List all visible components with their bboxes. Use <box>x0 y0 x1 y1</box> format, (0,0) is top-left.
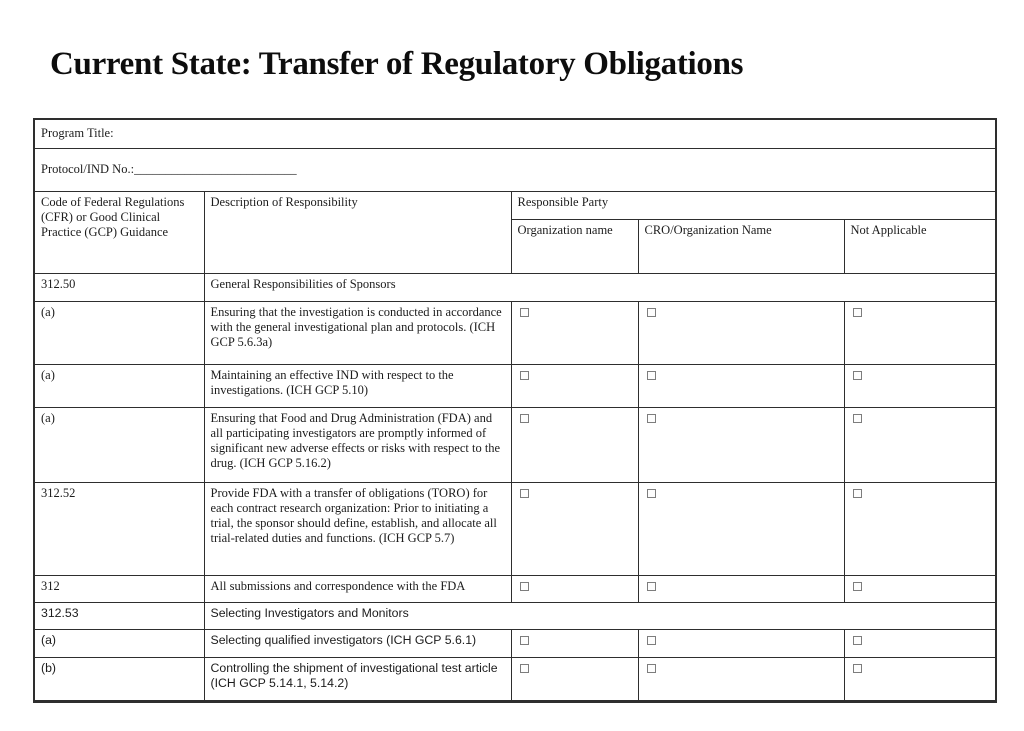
organization-checkbox[interactable] <box>520 582 529 591</box>
cro-cell <box>638 575 844 602</box>
not-applicable-checkbox[interactable] <box>853 582 862 591</box>
cro-cell <box>638 629 844 657</box>
organization-checkbox[interactable] <box>520 308 529 317</box>
table-row <box>34 629 996 657</box>
table-row <box>34 407 996 482</box>
organization-checkbox[interactable] <box>520 414 529 423</box>
cro-checkbox[interactable] <box>647 489 656 498</box>
organization-checkbox[interactable] <box>520 371 529 380</box>
program-title-cell[interactable] <box>34 119 996 148</box>
organization-cell <box>511 407 638 482</box>
organization-cell <box>511 657 638 701</box>
organization-cell <box>511 629 638 657</box>
code-cell: 312.52 <box>34 482 204 575</box>
protocol-cell[interactable] <box>34 148 996 191</box>
code-cell: (a) <box>34 364 204 407</box>
not-applicable-checkbox[interactable] <box>853 489 862 498</box>
code-cell: (b) <box>34 657 204 701</box>
table-row <box>34 482 996 575</box>
table-row <box>34 657 996 701</box>
not-applicable-cell <box>844 364 996 407</box>
program-title-label: Program Title: <box>41 126 114 141</box>
cro-cell <box>638 301 844 364</box>
description-cell: Selecting qualified investigators (ICH GCP 5.6.1) <box>204 629 511 657</box>
organization-checkbox[interactable] <box>520 489 529 498</box>
not-applicable-cell <box>844 575 996 602</box>
header-responsible-party: Responsible Party <box>511 191 996 219</box>
cro-cell <box>638 407 844 482</box>
description-cell: Provide FDA with a transfer of obligations (TORO) for each contract research organization: Prior to initiating a trial, the sponsor should define, establish, and allocate all trial-related duties and functions. (ICH GCP 5.7) <box>204 482 511 575</box>
header-description: Description of Responsibility <box>204 191 511 273</box>
description-cell: Ensuring that the investigation is conducted in accordance with the general investigational plan and protocols. (ICH GCP 5.6.3a) <box>204 301 511 364</box>
table-row <box>34 301 996 364</box>
not-applicable-checkbox[interactable] <box>853 636 862 645</box>
organization-checkbox[interactable] <box>520 636 529 645</box>
header-organization-name: Organization name <box>511 219 638 273</box>
cro-cell <box>638 364 844 407</box>
not-applicable-cell <box>844 482 996 575</box>
code-cell: 312.50 <box>34 273 204 301</box>
description-cell: All submissions and correspondence with the FDA <box>204 575 511 602</box>
code-cell: (a) <box>34 407 204 482</box>
table-row <box>34 364 996 407</box>
header-code: Code of Federal Regulations (CFR) or Good Clinical Practice (GCP) Guidance <box>34 191 204 273</box>
cro-checkbox[interactable] <box>647 414 656 423</box>
code-cell: 312.53 <box>34 602 204 629</box>
header-not-applicable: Not Applicable <box>844 219 996 273</box>
organization-cell <box>511 301 638 364</box>
protocol-label: Protocol/IND No.: <box>41 161 135 176</box>
code-cell: (a) <box>34 301 204 364</box>
cro-checkbox[interactable] <box>647 308 656 317</box>
cro-cell <box>638 657 844 701</box>
organization-cell <box>511 575 638 602</box>
not-applicable-cell <box>844 301 996 364</box>
not-applicable-cell <box>844 407 996 482</box>
not-applicable-checkbox[interactable] <box>853 308 862 317</box>
cro-checkbox[interactable] <box>647 582 656 591</box>
code-cell: 312 <box>34 575 204 602</box>
cro-checkbox[interactable] <box>647 664 656 673</box>
table-row-section <box>34 273 996 301</box>
table-row-section <box>34 602 996 629</box>
protocol-row <box>34 148 996 191</box>
section-title-cell: Selecting Investigators and Monitors <box>204 602 996 629</box>
organization-cell <box>511 482 638 575</box>
section-title-cell: General Responsibilities of Sponsors <box>204 273 996 301</box>
not-applicable-checkbox[interactable] <box>853 664 862 673</box>
description-cell: Controlling the shipment of investigational test article (ICH GCP 5.14.1, 5.14.2) <box>204 657 511 701</box>
header-row-top <box>34 191 996 219</box>
table-row <box>34 575 996 602</box>
not-applicable-checkbox[interactable] <box>853 371 862 380</box>
not-applicable-checkbox[interactable] <box>853 414 862 423</box>
cro-checkbox[interactable] <box>647 371 656 380</box>
organization-checkbox[interactable] <box>520 664 529 673</box>
organization-cell <box>511 364 638 407</box>
protocol-blank-line[interactable]: __________________________ <box>134 161 297 176</box>
cro-checkbox[interactable] <box>647 636 656 645</box>
not-applicable-cell <box>844 629 996 657</box>
cro-cell <box>638 482 844 575</box>
regulatory-obligations-table <box>33 118 997 703</box>
not-applicable-cell <box>844 657 996 701</box>
code-cell: (a) <box>34 629 204 657</box>
program-title-row <box>34 119 996 148</box>
header-cro-organization-name: CRO/Organization Name <box>638 219 844 273</box>
page-title: Current State: Transfer of Regulatory Obligations <box>50 46 744 82</box>
description-cell: Maintaining an effective IND with respect to the investigations. (ICH GCP 5.10) <box>204 364 511 407</box>
description-cell: Ensuring that Food and Drug Administration (FDA) and all participating investigators are promptly informed of significant new adverse effects or risks with respect to the drug. (ICH GCP 5.16.2) <box>204 407 511 482</box>
